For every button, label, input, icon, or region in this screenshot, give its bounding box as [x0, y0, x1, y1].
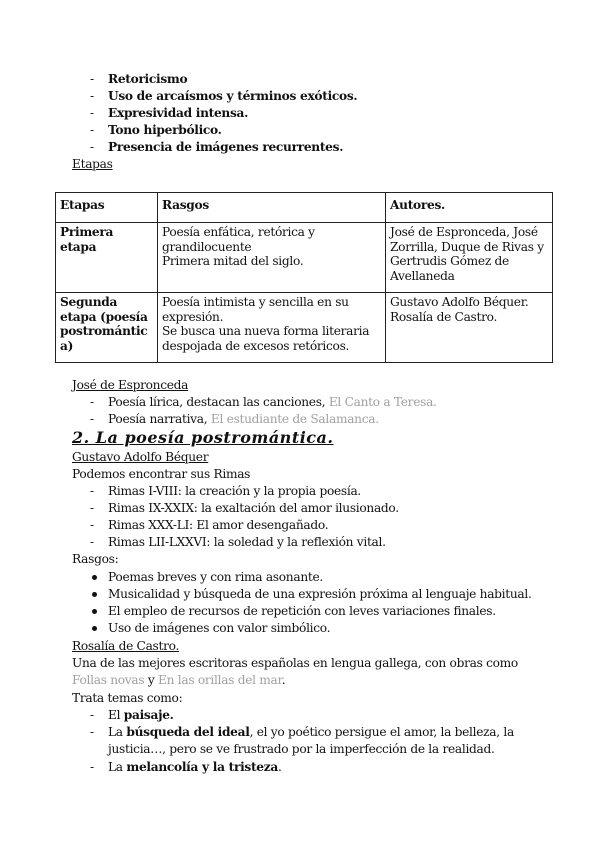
bullet-icon — [92, 609, 97, 614]
rasgos-cell: Poesía intimista y sencilla en su expresión. Se busca una nueva forma literaria despojada de excesos retóricos. — [158, 293, 386, 363]
etapas-heading: Etapas — [72, 157, 113, 171]
becquer-intro: Podemos encontrar sus Rimas — [72, 467, 251, 481]
header-cell: Rasgos — [158, 193, 386, 223]
autores-cell: Gustavo Adolfo Béquer. Rosalía de Castro. — [386, 293, 553, 363]
header-cell: Autores. — [386, 193, 553, 223]
bullet-icon — [92, 626, 97, 631]
rosalia-heading: Rosalía de Castro. — [72, 639, 180, 653]
rosalia-works: Follas novas y En las orillas del mar. — [72, 673, 286, 687]
rasgos-label: Rasgos: — [72, 552, 119, 566]
etapa-cell: Primera etapa — [56, 223, 158, 293]
espronceda-heading: José de Espronceda — [72, 378, 189, 392]
etapa-cell: Segunda etapa (poesía postromántic a) — [56, 293, 158, 363]
becquer-heading: Gustavo Adolfo Béquer — [72, 450, 209, 464]
bullet-icon — [92, 592, 97, 597]
rosalia-intro: Una de las mejores escritoras españolas en lengua gallega, con obras como — [72, 656, 518, 670]
table-header-row — [56, 193, 553, 223]
document-page: - Retoricismo - Uso de arcaísmos y términos exóticos. - Expresividad intensa. - Tono hiperbólico. - Presencia de imágenes recurrentes. Etapas Etapas Rasgos Autores. Primera etapa Poesía enfática, retórica y grandilocuente Primera mitad del siglo. José de Espronceda, José Zorrilla, Duque de Rivas y Gertrudis Gómez de Avellaneda Segunda etapa (poesía postromántic a) Poesía intimista y sencilla en su expresión. Se busca una nueva forma literaria despojada de excesos retóricos. Gustavo Adolfo Béquer. Rosalía de Castro. José de Espronceda - Poesía lírica, destacan las canciones, El Canto a Teresa. - Poesía narrativa, El estudiante de Salamanca. 2. La poesía postromántica. Gustavo Adolfo Béquer Podemos encontrar sus Rimas - Rimas I-VIII: la creación y la propia poesía. - Rimas IX-XXIX: la exaltación del amor ilusionado. - Rimas XXX-LI: El amor desengañado. - Rimas LII-LXXVI: la soledad y la reflexión vital. Rasgos: Poemas breves y con rima asonante. Musicalidad y búsqueda de una expresión próxima al lenguaje habitual. El empleo de recursos de repetición con leves variaciones finales. Uso de imágenes con valor simbólico. Rosalía de Castro. Una de las mejores escritoras españolas en lengua gallega, con obras como Follas novas y En las orillas del mar. Trata temas como: - El paisaje. - La búsqueda del ideal, el yo poético persigue el amor, la belleza, la justicia…, pero se ve frustrado por la imperfección de la realidad. - La melancolía y la tristeza. — [0, 0, 600, 848]
etapas-table — [55, 192, 553, 363]
table-row — [56, 293, 553, 363]
header-cell: Etapas — [56, 193, 158, 223]
temas-label: Trata temas como: — [72, 691, 183, 705]
table-row — [56, 223, 553, 293]
bullet-icon — [92, 575, 97, 580]
section-title: 2. La poesía postromántica. — [72, 428, 334, 447]
list-item-continuation: justicia…, pero se ve frustrado por la imperfección de la realidad. — [108, 742, 495, 756]
rasgos-cell: Poesía enfática, retórica y grandilocuente Primera mitad del siglo. — [158, 223, 386, 293]
autores-cell: José de Espronceda, José Zorrilla, Duque de Rivas y Gertrudis Gómez de Avellaneda — [386, 223, 553, 293]
